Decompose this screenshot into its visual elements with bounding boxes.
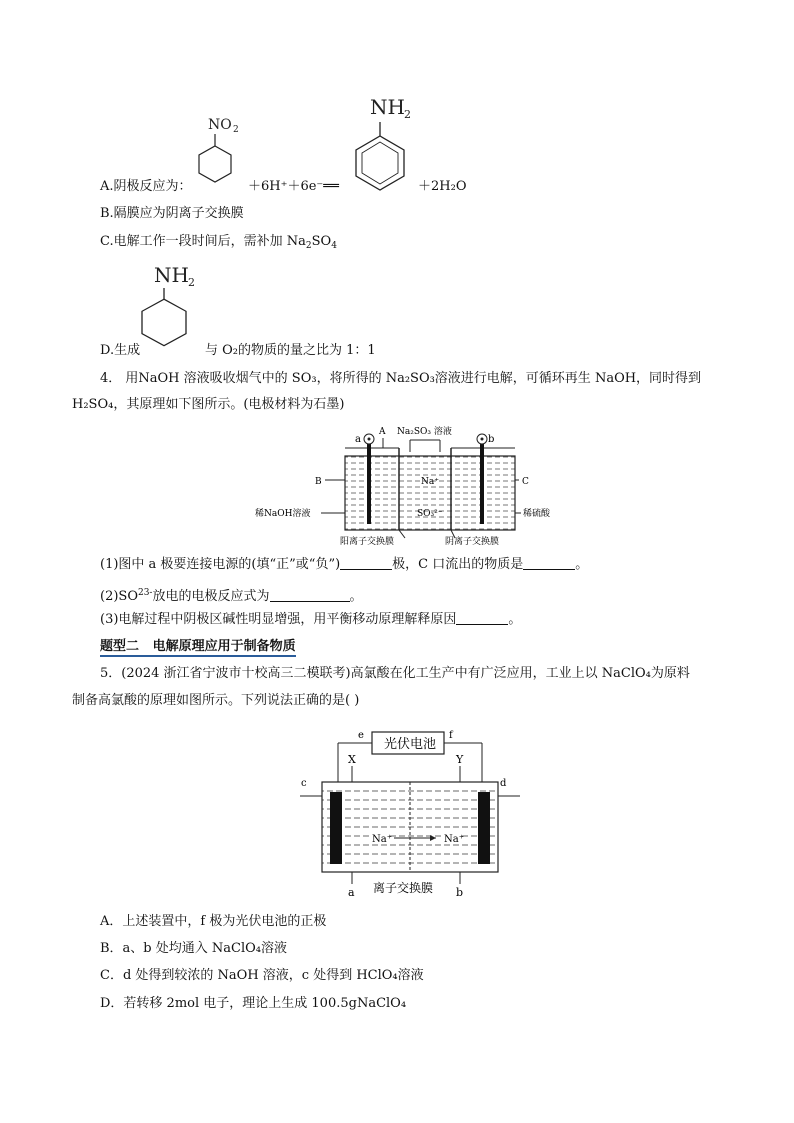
no2-label: NO [208,117,232,133]
svg-text:X: X [348,753,356,766]
svg-text:阴离子交换膜: 阴离子交换膜 [445,537,500,547]
q5-option-c: C．d 处得到较浓的 NaOH 溶液，c 处得到 HClO₄溶液 [100,968,424,983]
q4-sub3: (3)电解过程中阴极区碱性明显增强，用平衡移动原理解释原因 。 [100,612,522,627]
electrolysis-figure-2 [300,724,520,904]
q5-option-d: D．若转移 2mol 电子，理论上生成 100.5gNaClO₄ [100,996,407,1011]
svg-text:NH: NH [370,95,405,119]
svg-text:b: b [488,434,495,445]
svg-text:NH: NH [154,263,189,287]
svg-text:Na⁺: Na⁺ [444,834,464,845]
aniline-structure-d [138,262,208,352]
electrolysis-figure-1 [255,418,555,548]
option-a-middle: ＋6H⁺＋6e⁻══ [248,179,339,194]
svg-text:B: B [315,477,322,487]
svg-text:d: d [500,778,507,789]
svg-text:e: e [358,730,364,741]
svg-text:2: 2 [233,125,239,135]
option-a-label: A.阴极反应为： [100,179,192,194]
svg-text:b: b [456,886,464,899]
option-b: B.隔膜应为阴离子交换膜 [100,206,244,221]
svg-text:2: 2 [404,108,411,121]
svg-text:a: a [348,886,355,899]
q5-option-b: B．a、b 处均通入 NaClO₄溶液 [100,941,287,956]
nitrobenzene-structure [195,112,245,192]
svg-text:Na₂SO₃ 溶液: Na₂SO₃ 溶液 [397,427,452,437]
svg-text:c: c [301,778,307,789]
q4-line2: H₂SO₄，其原理如下图所示。(电极材料为石墨) [72,397,345,412]
aniline-structure-a [352,92,422,196]
svg-text:Y: Y [456,753,464,766]
svg-text:Na⁺: Na⁺ [421,477,439,487]
option-a-end: ＋2H₂O [418,179,467,194]
svg-text:阳离子交换膜: 阳离子交换膜 [340,537,395,547]
svg-text:光伏电池: 光伏电池 [384,737,437,752]
option-c: C.电解工作一段时间后，需补加 $Na_2SO_4$ [100,234,337,251]
svg-text:SO₃²⁻: SO₃²⁻ [417,509,443,519]
q4-sub1: (1)图中 a 极要连接电源的(填“正”或“负”) 极，C 口流出的物质是 。 [100,557,589,572]
option-d-tail: 与 O₂的物质的量之比为 1：1 [205,343,376,358]
q4-sub2: $(2)SO^{23-}$放电的电极反应式为 。 [100,588,363,604]
svg-text:稀NaOH溶液: 稀NaOH溶液 [255,509,311,519]
svg-text:稀硫酸: 稀硫酸 [523,509,551,519]
svg-text:A: A [379,427,386,437]
svg-text:a: a [355,434,361,445]
q5-line2: 制备高氯酸的原理如图所示。下列说法正确的是( ) [72,693,360,708]
section-heading-2: 题型二 电解原理应用于制备物质 [100,638,296,656]
q4-line1: 4． 用NaOH 溶液吸收烟气中的 SO₃，将所得的 Na₂SO₃溶液进行电解，可循环再生 NaOH，同时得到 [100,371,702,386]
svg-text:C: C [522,477,529,487]
svg-text:f: f [449,730,453,741]
q5-line1: 5．(2024 浙江省宁波市十校高三二模联考)高氯酸在化工生产中有广泛应用，工业上以 NaClO₄为原料 [100,666,690,681]
option-d-label: D.生成 [100,343,141,358]
svg-text:2: 2 [188,276,195,289]
svg-text:离子交换膜: 离子交换膜 [373,881,434,895]
q5-option-a: A．上述装置中，f 极为光伏电池的正极 [100,914,327,929]
svg-text:Na⁺: Na⁺ [372,834,392,845]
